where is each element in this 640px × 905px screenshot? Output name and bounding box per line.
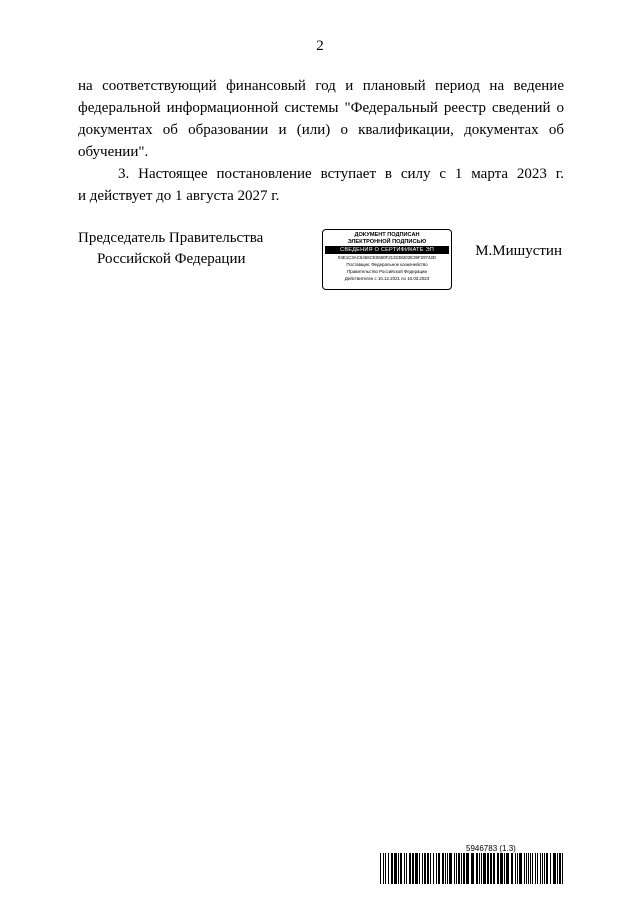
stamp-title-2: ЭЛЕКТРОННОЙ ПОДПИСЬЮ bbox=[347, 239, 427, 245]
barcode-bar bbox=[497, 853, 499, 884]
barcode-bar bbox=[449, 853, 452, 884]
barcode-bar bbox=[383, 853, 384, 884]
barcode-bar bbox=[458, 853, 460, 884]
barcode-bar bbox=[412, 853, 414, 884]
barcode-bar bbox=[436, 853, 437, 884]
barcode-bar bbox=[532, 853, 533, 884]
barcode-bar bbox=[506, 853, 509, 884]
position-line-2: Российской Федерации bbox=[97, 251, 246, 267]
barcode-bar bbox=[544, 853, 545, 884]
barcode-bar bbox=[479, 853, 480, 884]
barcode-bar bbox=[461, 853, 462, 884]
barcode-bar bbox=[483, 853, 486, 884]
stamp-banner: СВЕДЕНИЯ О СЕРТИФИКАТЕ ЭП bbox=[325, 246, 449, 254]
barcode-bar bbox=[537, 853, 538, 884]
e-signature-stamp bbox=[322, 229, 452, 290]
barcode bbox=[380, 853, 564, 884]
barcode-bar bbox=[394, 853, 397, 884]
barcode-bar bbox=[524, 853, 525, 884]
barcode-bar bbox=[540, 853, 541, 884]
body-paragraph-end-date: и действует до 1 августа 2027 г. bbox=[78, 188, 280, 204]
signatory-position bbox=[78, 228, 263, 270]
stamp-owner: Правительство Российской Федерации bbox=[347, 269, 427, 274]
barcode-bar bbox=[550, 853, 551, 884]
body-paragraph-effective-date: 3. Настоящее постановление вступает в силу с 1 марта 2023 г. bbox=[118, 166, 564, 182]
barcode-bar bbox=[409, 853, 411, 884]
barcode-bar bbox=[406, 853, 407, 884]
barcode-bar bbox=[388, 853, 389, 884]
document-body bbox=[78, 75, 564, 207]
barcode-bar bbox=[471, 853, 474, 884]
barcode-bar bbox=[562, 853, 563, 884]
stamp-certificate: 04E1C3AC5466CE0680F213238202E39F29742D bbox=[337, 255, 437, 260]
barcode-bar bbox=[424, 853, 426, 884]
barcode-bar bbox=[526, 853, 527, 884]
barcode-bar bbox=[415, 853, 418, 884]
body-paragraph: на соответствующий финансовый год и плановый период на ведение федеральной информационной системы "Федеральный реестр сведений о документах об образовании и (или) о квалификации, документах об обучении". bbox=[78, 78, 564, 160]
barcode-bar bbox=[447, 853, 448, 884]
barcode-bar bbox=[546, 853, 548, 884]
barcode-bar bbox=[456, 853, 457, 884]
signer-name: М.Мишустин bbox=[475, 243, 562, 259]
barcode-bar bbox=[463, 853, 465, 884]
barcode-bar bbox=[511, 853, 513, 884]
barcode-bar bbox=[422, 853, 423, 884]
barcode-bar bbox=[398, 853, 399, 884]
barcode-bar bbox=[380, 853, 381, 884]
barcode-bar bbox=[504, 853, 505, 884]
barcode-bar bbox=[433, 853, 434, 884]
stamp-validity: Действителен с 10.12.2021 по 10.03.2023 bbox=[344, 276, 430, 281]
barcode-bar bbox=[519, 853, 522, 884]
barcode-bar bbox=[466, 853, 469, 884]
barcode-bar bbox=[557, 853, 558, 884]
barcode-bar bbox=[442, 853, 444, 884]
page-number: 2 bbox=[316, 38, 324, 54]
barcode-bar bbox=[500, 853, 503, 884]
barcode-bar bbox=[404, 853, 405, 884]
barcode-bar bbox=[385, 853, 386, 884]
barcode-bar bbox=[517, 853, 518, 884]
barcode-bar bbox=[515, 853, 516, 884]
barcode-bar bbox=[553, 853, 556, 884]
barcode-bar bbox=[487, 853, 489, 884]
barcode-bar bbox=[445, 853, 446, 884]
stamp-issuer: Поставщик: Федеральное казначейство bbox=[346, 262, 428, 267]
barcode-bar bbox=[400, 853, 402, 884]
barcode-bar bbox=[542, 853, 543, 884]
barcode-bar bbox=[535, 853, 536, 884]
barcode-bar bbox=[454, 853, 455, 884]
barcode-bar bbox=[493, 853, 495, 884]
barcode-bar bbox=[419, 853, 420, 884]
barcode-bar bbox=[476, 853, 478, 884]
barcode-bar bbox=[391, 853, 393, 884]
barcode-bar bbox=[427, 853, 429, 884]
barcode-bar bbox=[528, 853, 529, 884]
stamp-title-1: ДОКУМЕНТ ПОДПИСАН bbox=[354, 232, 420, 238]
barcode-bar bbox=[481, 853, 482, 884]
barcode-bar bbox=[438, 853, 440, 884]
barcode-bar bbox=[430, 853, 431, 884]
barcode-bar bbox=[559, 853, 561, 884]
barcode-bar bbox=[530, 853, 531, 884]
position-line-1: Председатель Правительства bbox=[78, 230, 264, 246]
barcode-bar bbox=[490, 853, 492, 884]
document-serial: 5946783 (1.3) bbox=[466, 844, 516, 853]
